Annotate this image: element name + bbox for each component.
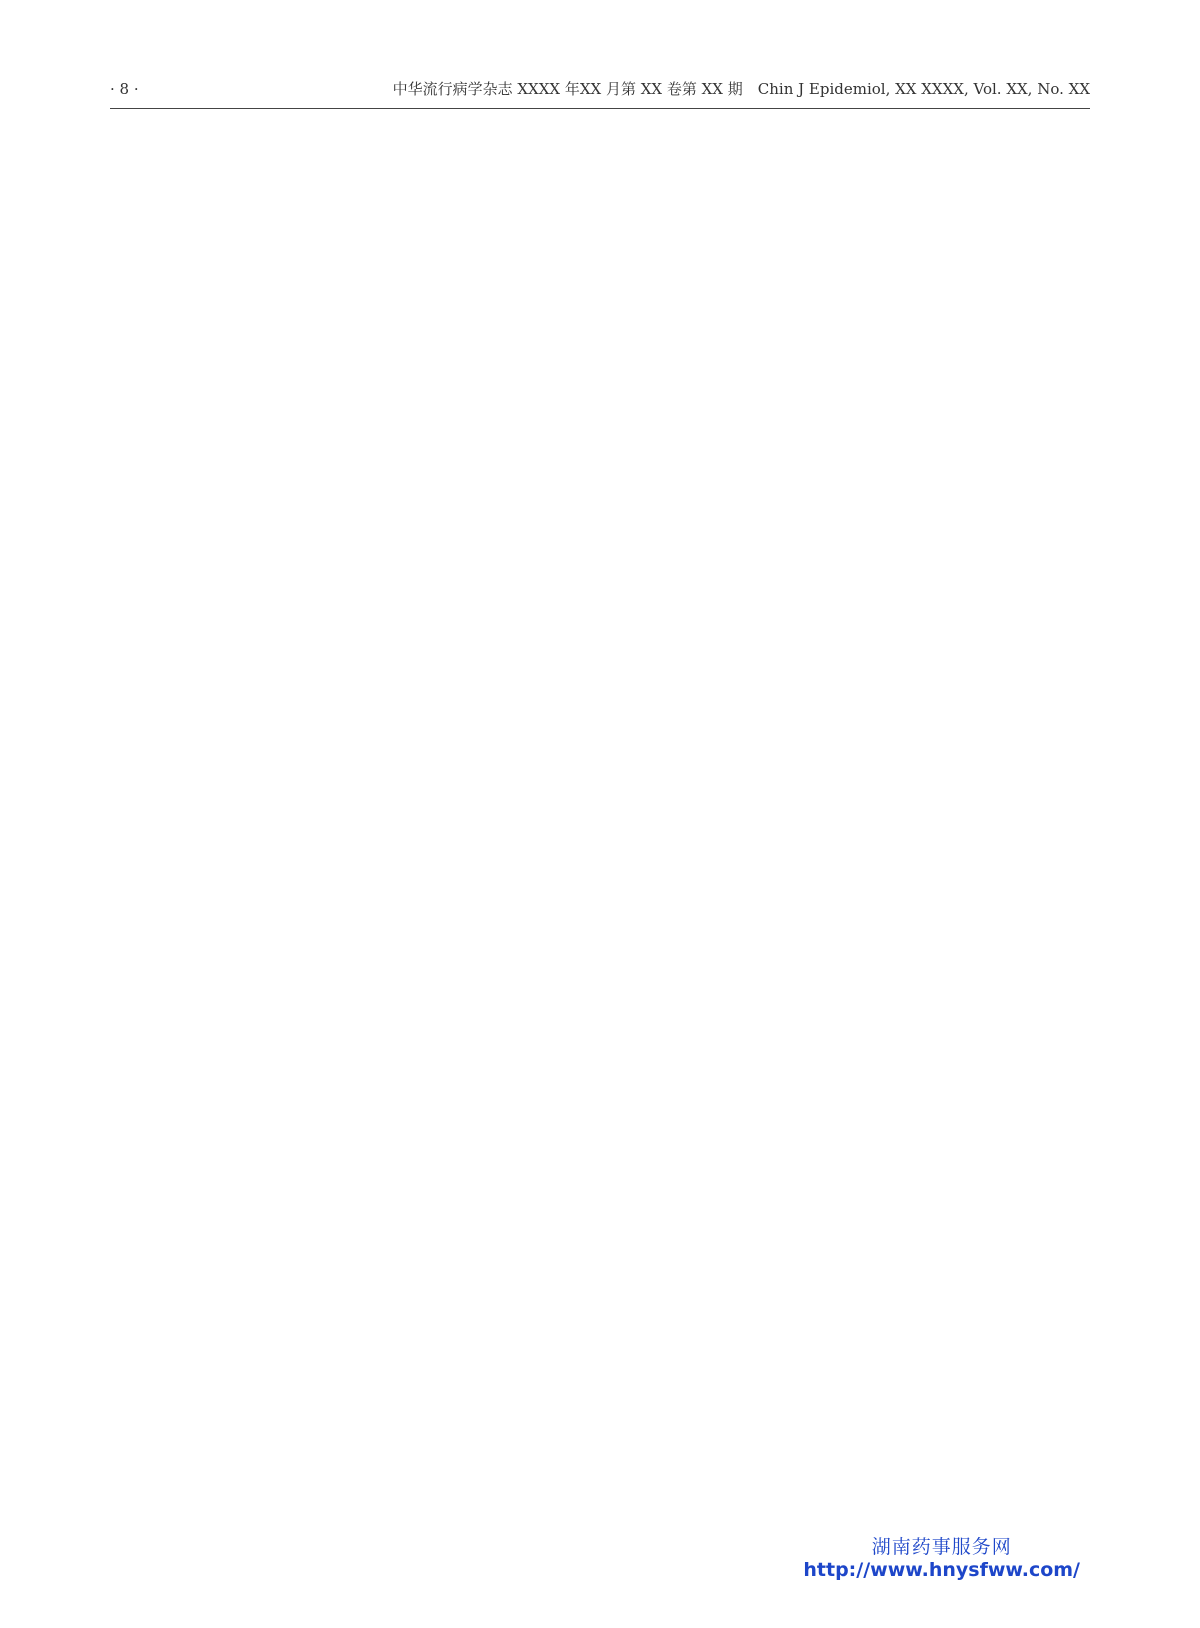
journal-info: 中华流行病学杂志 XXXX 年XX 月第 XX 卷第 XX 期 Chin J Epidemiol, XX XXXX, Vol. XX, No. XX <box>392 80 1090 98</box>
running-header <box>110 78 1090 99</box>
page-number: · 8 · <box>110 80 139 98</box>
site-watermark <box>803 1532 1080 1581</box>
watermark-url[interactable]: http://www.hnysfww.com/ <box>803 1559 1080 1581</box>
header-rule <box>110 108 1090 109</box>
watermark-name: 湖南药事服务网 <box>871 1536 1012 1558</box>
